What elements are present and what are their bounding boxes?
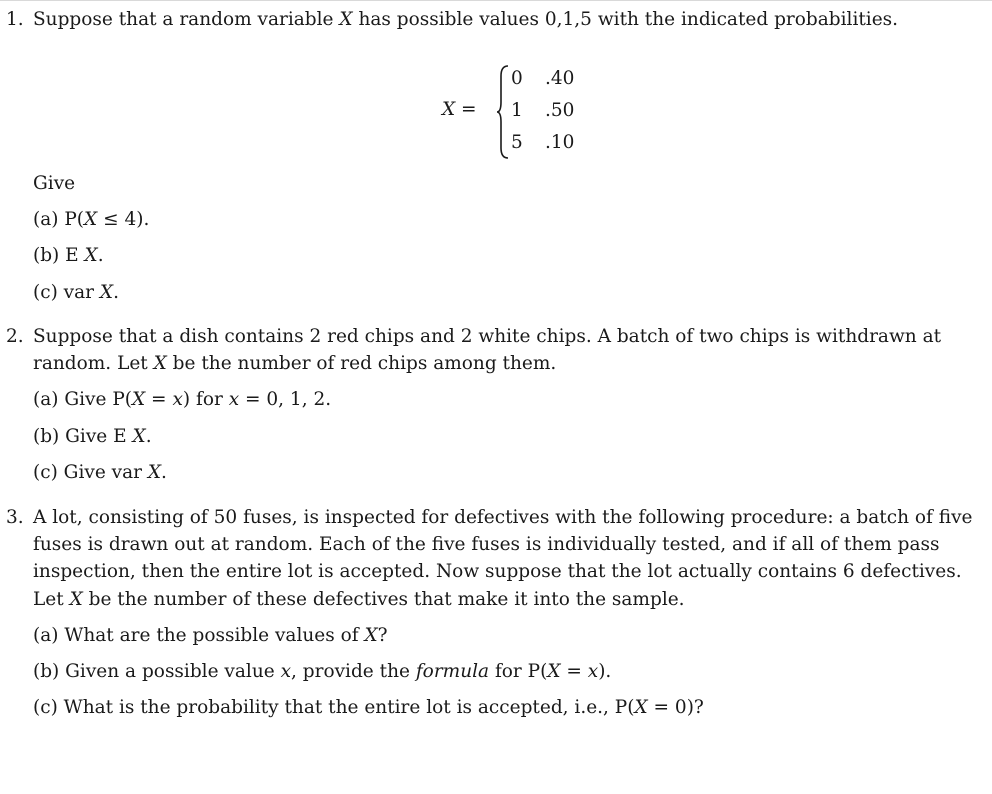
text-run: be the number of red chips among them.: [166, 353, 557, 374]
text-run: =: [455, 99, 477, 120]
math-var: x: [228, 389, 240, 410]
text-run: ) for: [182, 389, 229, 410]
part-a: [33, 388, 331, 412]
text-run: .: [145, 426, 152, 447]
prompt-text: Give: [33, 173, 76, 194]
part-b: [33, 425, 152, 449]
text-run: (c) What is the probability that the entire lot is accepted, i.e., P(: [33, 697, 635, 718]
text-run: = 0, 1, 2.: [239, 389, 332, 410]
part-b: [33, 244, 104, 268]
math-var: X: [132, 389, 146, 410]
text-run: =: [145, 389, 173, 410]
prob-cell: .50: [545, 100, 575, 121]
part-a: [33, 208, 149, 232]
part-c: [33, 696, 704, 720]
problem-number: 3.: [6, 507, 24, 528]
math-var: X: [147, 462, 162, 483]
part-c: [33, 281, 119, 305]
text-run: (a) P(: [33, 209, 85, 230]
value-cell: 0: [511, 68, 523, 89]
part-a: [33, 624, 388, 648]
text-run: Suppose that a random variable: [33, 9, 340, 30]
prob-cell: .40: [545, 68, 575, 89]
text-run: .: [113, 282, 119, 303]
emphasis-text: formula: [415, 661, 490, 682]
math-var: x: [280, 661, 292, 682]
math-var: X: [84, 209, 98, 230]
problem-statement-line: inspection, then the entire lot is accepted. Now suppose that the lot actually contains 6 defectives.: [33, 561, 962, 582]
math-var: X: [547, 661, 561, 682]
text-run: ).: [598, 661, 612, 682]
text-run: Let: [33, 589, 70, 610]
math-var: X: [634, 697, 648, 718]
text-run: random. Let: [33, 353, 154, 374]
problem-statement-line: Suppose that a dish contains 2 red chips and 2 white chips. A batch of two chips is withdrawn at: [33, 326, 942, 347]
text-run: (b) Given a possible value: [33, 661, 281, 682]
text-run: (b) E: [33, 245, 85, 266]
problem-statement-line: [33, 588, 685, 612]
math-var: X: [84, 245, 98, 266]
problem-statement: [33, 8, 898, 32]
text-run: , provide the: [291, 661, 416, 682]
text-run: (a) What are the possible values of: [33, 625, 365, 646]
text-run: (a) Give P(: [33, 389, 132, 410]
math-var: X: [132, 426, 146, 447]
text-run: ?: [377, 625, 388, 646]
math-var: x: [587, 661, 599, 682]
top-rule: [0, 0, 992, 1]
math-var: X: [99, 282, 114, 303]
lhs-variable: [442, 98, 477, 122]
prob-cell: .10: [545, 132, 575, 153]
math-var: X: [442, 99, 456, 120]
math-var: X: [364, 625, 378, 646]
problem-number: 2.: [6, 326, 24, 347]
text-run: has possible values 0,1,5 with the indicated probabilities.: [352, 9, 899, 30]
math-var: X: [69, 589, 83, 610]
text-run: .: [161, 462, 167, 483]
text-run: (c) var: [33, 282, 100, 303]
text-run: .: [97, 245, 104, 266]
text-run: ≤ 4).: [97, 209, 150, 230]
math-var: X: [153, 353, 167, 374]
text-run: for P(: [489, 661, 548, 682]
text-run: =: [560, 661, 588, 682]
part-b: [33, 660, 611, 684]
problem-number: 1.: [6, 9, 24, 30]
text-run: = 0)?: [647, 697, 704, 718]
problem-statement-line: [33, 352, 556, 376]
part-c: [33, 461, 167, 485]
text-run: be the number of these defectives that make it into the sample.: [82, 589, 685, 610]
problem-statement-line: A lot, consisting of 50 fuses, is inspected for defectives with the following procedure: a batch of five: [33, 507, 973, 528]
value-cell: 5: [511, 132, 523, 153]
left-brace-icon: [496, 64, 510, 160]
text-run: (c) Give var: [33, 462, 148, 483]
math-var: X: [339, 9, 353, 30]
problem-statement-line: fuses is drawn out at random. Each of the five fuses is individually tested, and if all of them pass: [33, 534, 940, 555]
math-var: x: [172, 389, 183, 410]
value-cell: 1: [511, 100, 523, 121]
text-run: (b) Give E: [33, 426, 133, 447]
